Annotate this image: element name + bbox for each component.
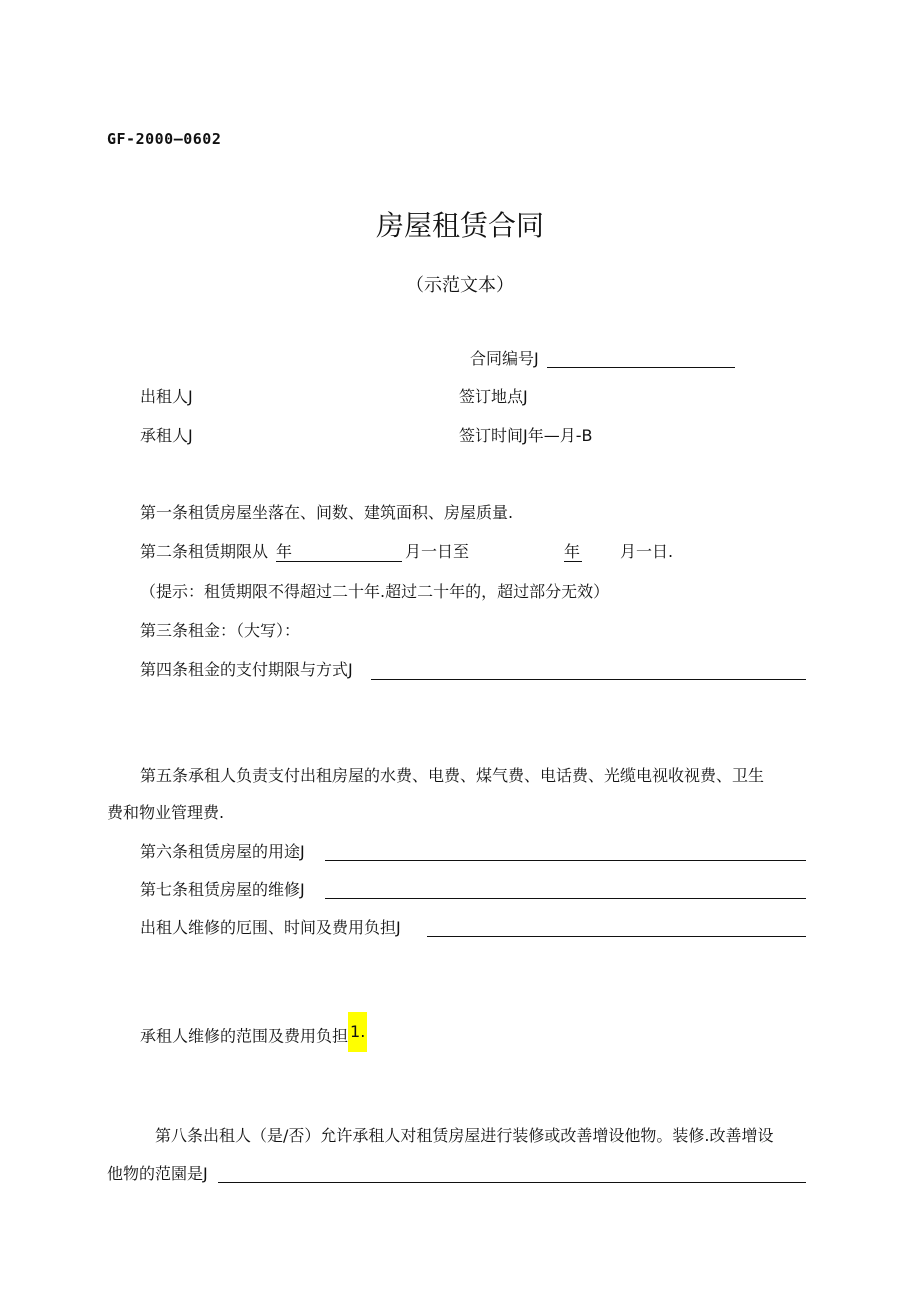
article-8-line: [218, 1182, 806, 1183]
article-2-start-line: [276, 561, 402, 562]
lessee-label: 承租人J: [140, 426, 193, 445]
article-2-prefix: 第二条租赁期限从: [140, 542, 269, 561]
lessee-repair-highlight: 1.: [348, 1012, 367, 1052]
article-7-line: [325, 898, 806, 899]
article-2-end-line: [564, 561, 582, 562]
lessee-repair-text: 承租人维修的范围及费用负担: [140, 1026, 349, 1046]
document-code: GF-2000—0602: [107, 130, 222, 148]
article-7: 第七条租赁房屋的维修J: [140, 880, 305, 899]
contract-subtitle: （示范文本）: [406, 275, 514, 296]
article-6: 第六条租赁房屋的用途J: [140, 842, 305, 861]
sign-time-label: 签订时间J年—月-B: [459, 426, 593, 445]
article-1: 第一条租赁房屋坐落在、间数、建筑面积、房屋质量.: [140, 503, 514, 522]
lessor-label: 出租人J: [140, 387, 193, 406]
article-2-middle: 月一日至: [405, 542, 470, 561]
lessee-repair-clause: [140, 1022, 367, 1052]
article-4: 第四条租金的支付期限与方式J: [140, 660, 353, 679]
lessor-repair-clause: 出租人维修的厄围、时间及费用负担J: [140, 918, 401, 937]
article-4-line: [371, 679, 806, 680]
article-8-line-1: 第八条出租人（是/否）允许承租人对租赁房屋进行装修或改善增设他物。装修.改善增设: [155, 1126, 774, 1145]
article-5-line-1: 第五条承租人负责支付出租房屋的水费、电费、煤气费、电话费、光缆电视收视费、卫生: [140, 766, 765, 785]
article-5-line-2: 费和物业管理费.: [107, 803, 225, 822]
term-hint: （提示：租赁期限不得超过二十年.超过二十年的，超过部分无效）: [140, 582, 610, 601]
contract-title: 房屋租赁合同: [375, 209, 544, 242]
article-8-line-2: 他物的范園是J: [107, 1164, 208, 1183]
article-2-end: 月一日.: [620, 542, 674, 561]
lessor-repair-line: [427, 936, 806, 937]
contract-number-label: 合同编号J: [470, 349, 539, 368]
sign-place-label: 签订地点J: [459, 387, 528, 406]
article-6-line: [325, 860, 806, 861]
contract-number-line: [547, 367, 735, 368]
article-2-year-start: 年: [276, 542, 293, 561]
article-2-year-end: 年: [564, 542, 581, 561]
article-3: 第三条租金：（大写）：: [140, 621, 301, 640]
